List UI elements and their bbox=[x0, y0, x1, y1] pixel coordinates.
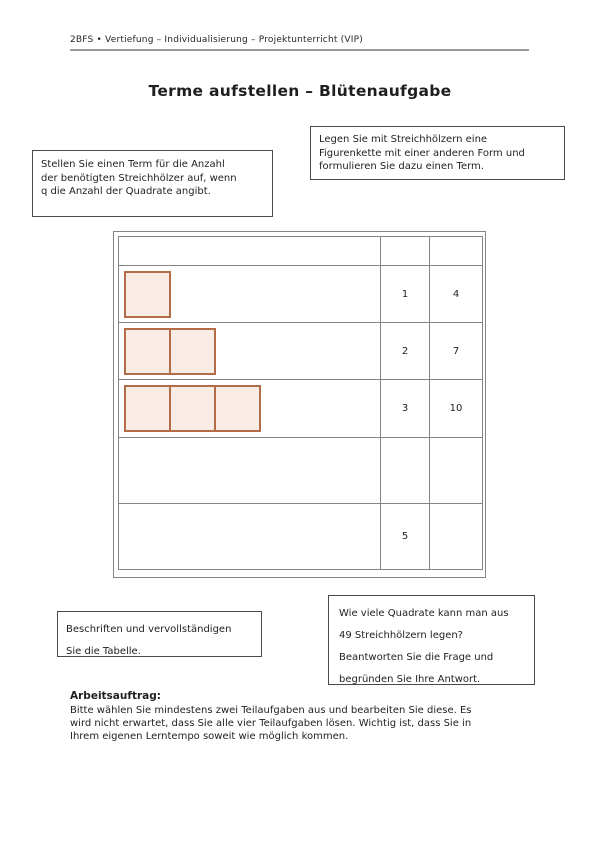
matchstick-square bbox=[169, 385, 216, 432]
matches-value-cell bbox=[430, 437, 483, 503]
worksheet-table-body bbox=[119, 237, 483, 570]
text-line: der benötigten Streichhölzer auf, wenn bbox=[41, 172, 237, 184]
assignment-section bbox=[70, 690, 545, 743]
table-row bbox=[119, 437, 483, 503]
table-row bbox=[119, 266, 483, 323]
matchstick-square bbox=[124, 271, 171, 318]
table-row bbox=[119, 503, 483, 569]
matchstick-figure bbox=[119, 271, 380, 318]
text-line: Figurenkette mit einer anderen Form und bbox=[319, 147, 525, 159]
assignment-heading: Arbeitsauftrag: bbox=[70, 690, 161, 702]
task-box-table bbox=[57, 611, 262, 657]
assignment-text bbox=[70, 704, 545, 743]
figure-cell bbox=[119, 266, 381, 323]
text-line: Sie die Tabelle. bbox=[66, 646, 141, 657]
text-line: q die Anzahl der Quadrate angibt. bbox=[41, 186, 211, 197]
text-line: Stellen Sie einen Term für die Anzahl bbox=[41, 159, 225, 170]
text-line: formulieren Sie dazu einen Term. bbox=[319, 161, 484, 172]
text-line: 49 Streichhölzern legen? bbox=[339, 630, 463, 641]
figure-cell bbox=[119, 437, 381, 503]
q-value-cell: 2 bbox=[381, 323, 430, 380]
matchstick-square bbox=[169, 328, 216, 375]
matchstick-square bbox=[124, 385, 171, 432]
task-box-question bbox=[328, 595, 535, 685]
task-box-figure-chain bbox=[310, 126, 565, 180]
matches-value-cell: 10 bbox=[430, 380, 483, 438]
text-line: Legen Sie mit Streichhölzern eine bbox=[319, 134, 488, 145]
table-frame bbox=[113, 231, 486, 578]
text-line: Wie viele Quadrate kann man aus bbox=[339, 608, 509, 619]
q-value-cell: 3 bbox=[381, 380, 430, 438]
header-matches-cell bbox=[430, 237, 483, 266]
matchstick-square bbox=[214, 385, 261, 432]
q-value-cell: 1 bbox=[381, 266, 430, 323]
text-line: begründen Sie Ihre Antwort. bbox=[339, 674, 481, 685]
header-q-cell bbox=[381, 237, 430, 266]
text-line: Bitte wählen Sie mindestens zwei Teilaufgaben aus und bearbeiten Sie diese. Es bbox=[70, 705, 472, 716]
matchstick-square bbox=[124, 328, 171, 375]
header-figure-cell bbox=[119, 237, 381, 266]
text-line: Ihrem eigenen Lerntempo soweit wie möglich kommen. bbox=[70, 731, 349, 742]
q-value-cell: 5 bbox=[381, 503, 430, 569]
text-line: Beschriften und vervollständigen bbox=[66, 624, 232, 635]
text-line: Beantworten Sie die Frage und bbox=[339, 652, 494, 663]
figure-cell bbox=[119, 323, 381, 380]
matchstick-figure bbox=[119, 385, 380, 432]
table-row bbox=[119, 380, 483, 438]
figure-cell bbox=[119, 380, 381, 438]
matches-value-cell: 4 bbox=[430, 266, 483, 323]
figure-cell bbox=[119, 503, 381, 569]
worksheet-table bbox=[118, 236, 483, 570]
q-value-cell bbox=[381, 437, 430, 503]
matches-value-cell: 7 bbox=[430, 323, 483, 380]
table-header-row bbox=[119, 237, 483, 266]
text-line: wird nicht erwartet, dass Sie alle vier Teilaufgaben lösen. Wichtig ist, dass Sie in bbox=[70, 718, 472, 729]
matches-value-cell bbox=[430, 503, 483, 569]
document-header: 2BFS • Vertiefung – Individualisierung – Projektunterricht (VIP) bbox=[70, 35, 529, 51]
matchstick-figure bbox=[119, 328, 380, 375]
table-row bbox=[119, 323, 483, 380]
page-title: Terme aufstellen – Blütenaufgabe bbox=[148, 82, 452, 100]
task-box-term bbox=[32, 150, 273, 217]
